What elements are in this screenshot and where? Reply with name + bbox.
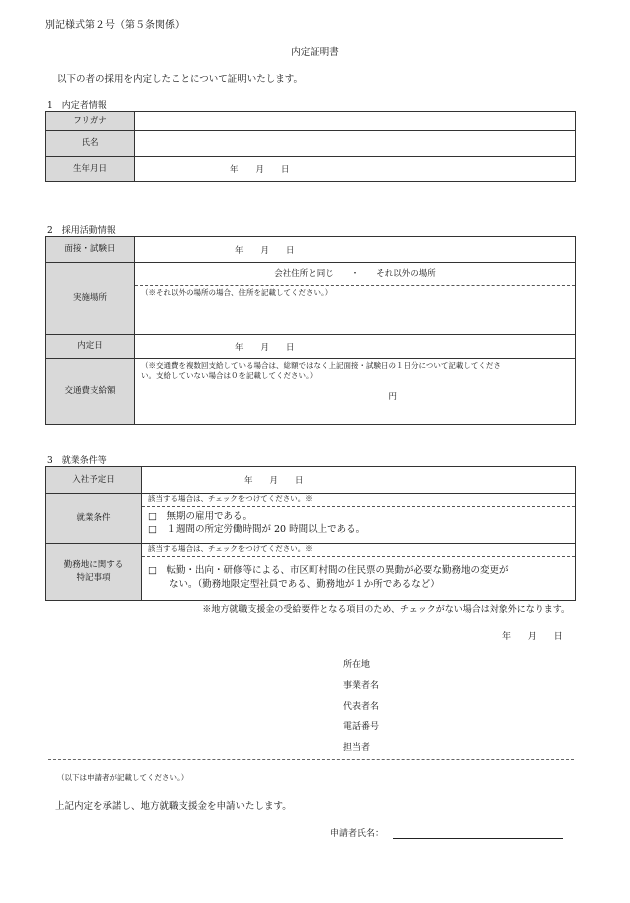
venue-options[interactable]: 会社住所と同じ ・ それ以外の場所 [135,263,575,286]
start-date-value: 年 月 日 [244,476,304,486]
section3-heading: 3 就業条件等 [47,456,107,466]
intro-text: 以下の者の採用を内定したことについて証明いたします。 [57,74,304,85]
form-number: 別記様式第２号（第５条関係） [45,20,185,31]
workplace-field [142,544,576,601]
venue-note: （※それ以外の場所の場合、住所を記載してください。） [141,288,333,297]
eligibility-footnote: ※地方就職支援金の受給要件となる項目のため、チェックがない場合は対象外になります。 [202,605,570,615]
address-label: 所在地 [343,660,371,670]
furigana-field[interactable] [135,112,576,131]
travel-note-1: （※交通費を複数回支給している場合は、総額ではなく上記面接・試験日の１日分について記載してくださ [141,361,501,370]
workplace-checkbox[interactable]: □ 転勤・出向・研修等による、市区町村間の住民票の異動が必要な勤務地の変更が [148,565,509,576]
representative-label: 代表者名 [343,702,380,712]
venue-field[interactable] [135,263,576,335]
furigana-label: フリガナ [46,112,135,131]
section2-heading: 2 採用活動情報 [47,226,116,236]
issue-date: 年 月 日 [502,632,563,642]
applicant-note: （以下は申請者が記載してください。） [57,773,189,782]
interview-date-label: 面接・試験日 [46,237,135,263]
offer-date-field[interactable] [135,335,576,359]
interview-date-value: 年 月 日 [235,245,295,256]
dob-value: 年 月 日 [230,165,290,175]
document-title: 内定証明書 [291,47,339,58]
interview-date-field[interactable] [135,237,576,263]
offer-date-label: 内定日 [46,335,135,359]
workplace-label-line1: 勤務地に関する [63,560,124,570]
acceptance-statement: 上記内定を承諾し、地方就職支援金を申請いたします。 [55,801,292,812]
conditions-instruction: 該当する場合は、チェックをつけてください。※ [142,494,575,507]
travel-expense-field[interactable] [135,359,576,425]
recruitment-info-table [45,236,576,425]
condition-checkbox-hours[interactable]: □ １週間の所定労働時間が 20 時間以上である。 [148,524,366,535]
cut-line [48,759,574,760]
applicant-name-line[interactable] [393,838,563,839]
contact-person-label: 担当者 [343,743,371,753]
offer-date-value: 年 月 日 [235,342,295,353]
applicant-info-table [45,111,576,182]
dob-label: 生年月日 [46,157,135,182]
workplace-label [46,544,142,601]
employment-conditions-table [45,466,576,601]
venue-label: 実施場所 [46,263,135,335]
section1-heading: 1 内定者情報 [47,101,107,111]
conditions-label: 就業条件 [46,494,142,544]
travel-expense-label: 交通費支給額 [46,359,135,425]
phone-label: 電話番号 [343,722,380,732]
condition-checkbox-indefinite[interactable]: □ 無期の雇用である。 [148,511,252,522]
start-date-field[interactable] [142,467,576,494]
name-label: 氏名 [46,131,135,157]
yen-unit: 円 [388,392,397,402]
business-name-label: 事業者名 [343,681,380,691]
conditions-field [142,494,576,544]
start-date-label: 入社予定日 [46,467,142,494]
workplace-checkbox-detail: ない。（勤務地限定型社員である、勤務地が１か所であるなど） [169,579,440,590]
name-field[interactable] [135,131,576,157]
workplace-label-line2: 特記事項 [76,573,111,583]
travel-note-2: い。支給していない場合は０を記載してください。） [141,371,318,380]
applicant-name-label: 申請者氏名： [330,829,385,839]
workplace-instruction: 該当する場合は、チェックをつけてください。※ [142,544,575,557]
dob-field[interactable] [135,157,576,182]
